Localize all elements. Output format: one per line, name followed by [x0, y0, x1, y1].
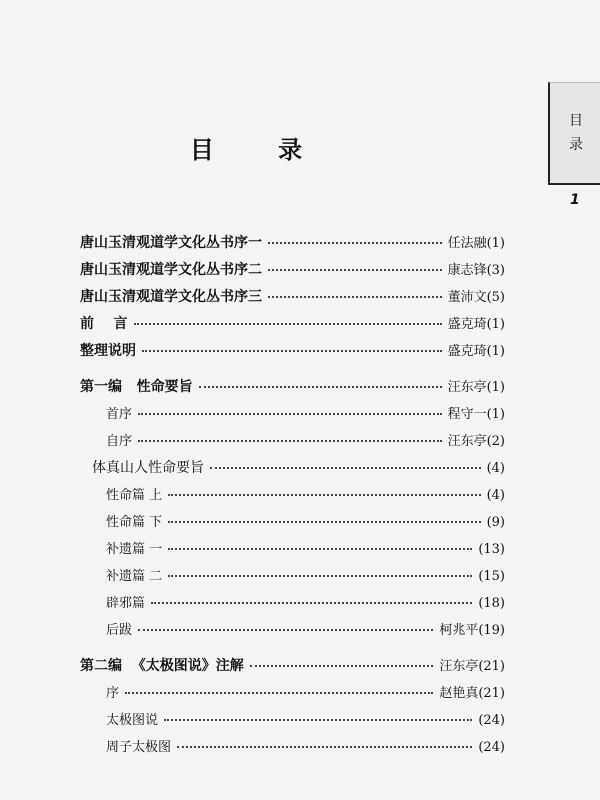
toc-entry[interactable] — [106, 484, 505, 506]
toc-entry-title: 第二编 《太极图说》注解 — [80, 658, 244, 674]
toc-leader-dots — [177, 745, 472, 748]
toc-entry-title: 后跋 — [106, 623, 133, 638]
toc-entry-ref: 盛克琦(1) — [447, 317, 505, 332]
toc-entry[interactable] — [106, 619, 505, 641]
toc-entry[interactable] — [106, 709, 505, 731]
toc-entry-title: 唐山玉清观道学文化丛书序二 — [80, 262, 262, 278]
toc-section-entry[interactable] — [92, 457, 505, 479]
toc-entry[interactable] — [80, 286, 505, 308]
toc-entry-title: 序 — [106, 686, 120, 701]
toc-entry-ref: 柯兆平(19) — [439, 623, 505, 638]
toc-entry[interactable] — [106, 592, 505, 614]
toc-entry[interactable] — [106, 682, 505, 704]
toc-entry[interactable] — [80, 340, 505, 362]
toc-entry-ref: 盛克琦(1) — [447, 344, 505, 359]
toc-entry-ref: 赵艳真(21) — [439, 686, 505, 701]
toc-leader-dots — [151, 601, 472, 604]
toc-entry-ref: 董沛文(5) — [447, 290, 505, 305]
toc-entry[interactable] — [106, 430, 505, 452]
toc-leader-dots — [268, 295, 442, 298]
toc-leader-dots — [134, 322, 442, 325]
toc-entry-title: 自序 — [106, 434, 133, 449]
toc-leader-dots — [199, 385, 442, 388]
toc-entry-ref: 程守一(1) — [447, 407, 505, 422]
toc-leader-dots — [168, 547, 472, 550]
toc-leader-dots — [138, 628, 433, 631]
toc-entry-title: 体真山人性命要旨 — [92, 460, 204, 476]
toc-entry-ref: 汪东亭(2) — [447, 434, 505, 449]
toc-entry-ref: (4) — [486, 488, 505, 503]
toc-entry-ref: 汪东亭(21) — [439, 659, 505, 674]
toc-leader-dots — [142, 349, 442, 352]
toc-entry-title: 周子太极图 — [106, 740, 172, 755]
toc-entry-title: 第一编 性命要旨 — [80, 379, 193, 395]
toc-entry[interactable] — [80, 232, 505, 254]
toc-entry-ref: (15) — [478, 569, 505, 584]
side-tab-char-2: 录 — [569, 137, 583, 153]
side-tab-char-1: 目 — [569, 113, 583, 129]
toc-entry[interactable] — [106, 403, 505, 425]
toc-leader-dots — [268, 241, 442, 244]
toc-entry[interactable] — [106, 565, 505, 587]
toc-entry-title: 性命篇 上 — [106, 488, 163, 503]
toc-entry-ref: (24) — [478, 713, 505, 728]
toc-entry[interactable] — [106, 736, 505, 758]
page-number: 1 — [570, 192, 580, 208]
toc-entry-ref: 汪东亭(1) — [447, 380, 505, 395]
toc-entry[interactable] — [80, 313, 505, 335]
toc-leader-dots — [268, 268, 442, 271]
toc-entry-title: 补遗篇 二 — [106, 569, 163, 584]
toc-entry[interactable] — [106, 511, 505, 533]
toc-leader-dots — [168, 574, 472, 577]
toc-entry-title: 太极图说 — [106, 713, 159, 728]
toc-leader-dots — [168, 493, 480, 496]
toc-entry-ref: (18) — [478, 596, 505, 611]
toc-leader-dots — [250, 664, 434, 667]
toc-entry-ref: 康志锋(3) — [447, 263, 505, 278]
toc-entry[interactable] — [80, 259, 505, 281]
toc-entry-title: 整理说明 — [80, 343, 136, 359]
toc-entry-ref: (4) — [486, 461, 505, 476]
toc-leader-dots — [125, 691, 433, 694]
toc-entry-ref: (24) — [478, 740, 505, 755]
page-title: 目 录 — [189, 136, 331, 164]
toc-entry-ref: 任法融(1) — [447, 236, 505, 251]
toc-entry-title: 首序 — [106, 407, 133, 422]
toc-entry-title: 唐山玉清观道学文化丛书序一 — [80, 235, 262, 251]
toc-entry-ref: (13) — [478, 542, 505, 557]
toc-entry-title: 前 言 — [80, 316, 128, 332]
toc-entry-title: 补遗篇 一 — [106, 542, 163, 557]
toc-entry-title: 唐山玉清观道学文化丛书序三 — [80, 289, 262, 305]
toc-entry-title: 辟邪篇 — [106, 596, 146, 611]
toc-leader-dots — [138, 439, 442, 442]
toc-leader-dots — [168, 520, 480, 523]
toc-entry[interactable] — [106, 538, 505, 560]
toc-leader-dots — [210, 466, 481, 469]
toc-entry-ref: (9) — [486, 515, 505, 530]
toc-leader-dots — [164, 718, 472, 721]
toc-leader-dots — [138, 412, 442, 415]
toc-part-entry[interactable] — [80, 655, 505, 677]
toc-entry-title: 性命篇 下 — [106, 515, 163, 530]
toc-part-entry[interactable] — [80, 376, 505, 398]
